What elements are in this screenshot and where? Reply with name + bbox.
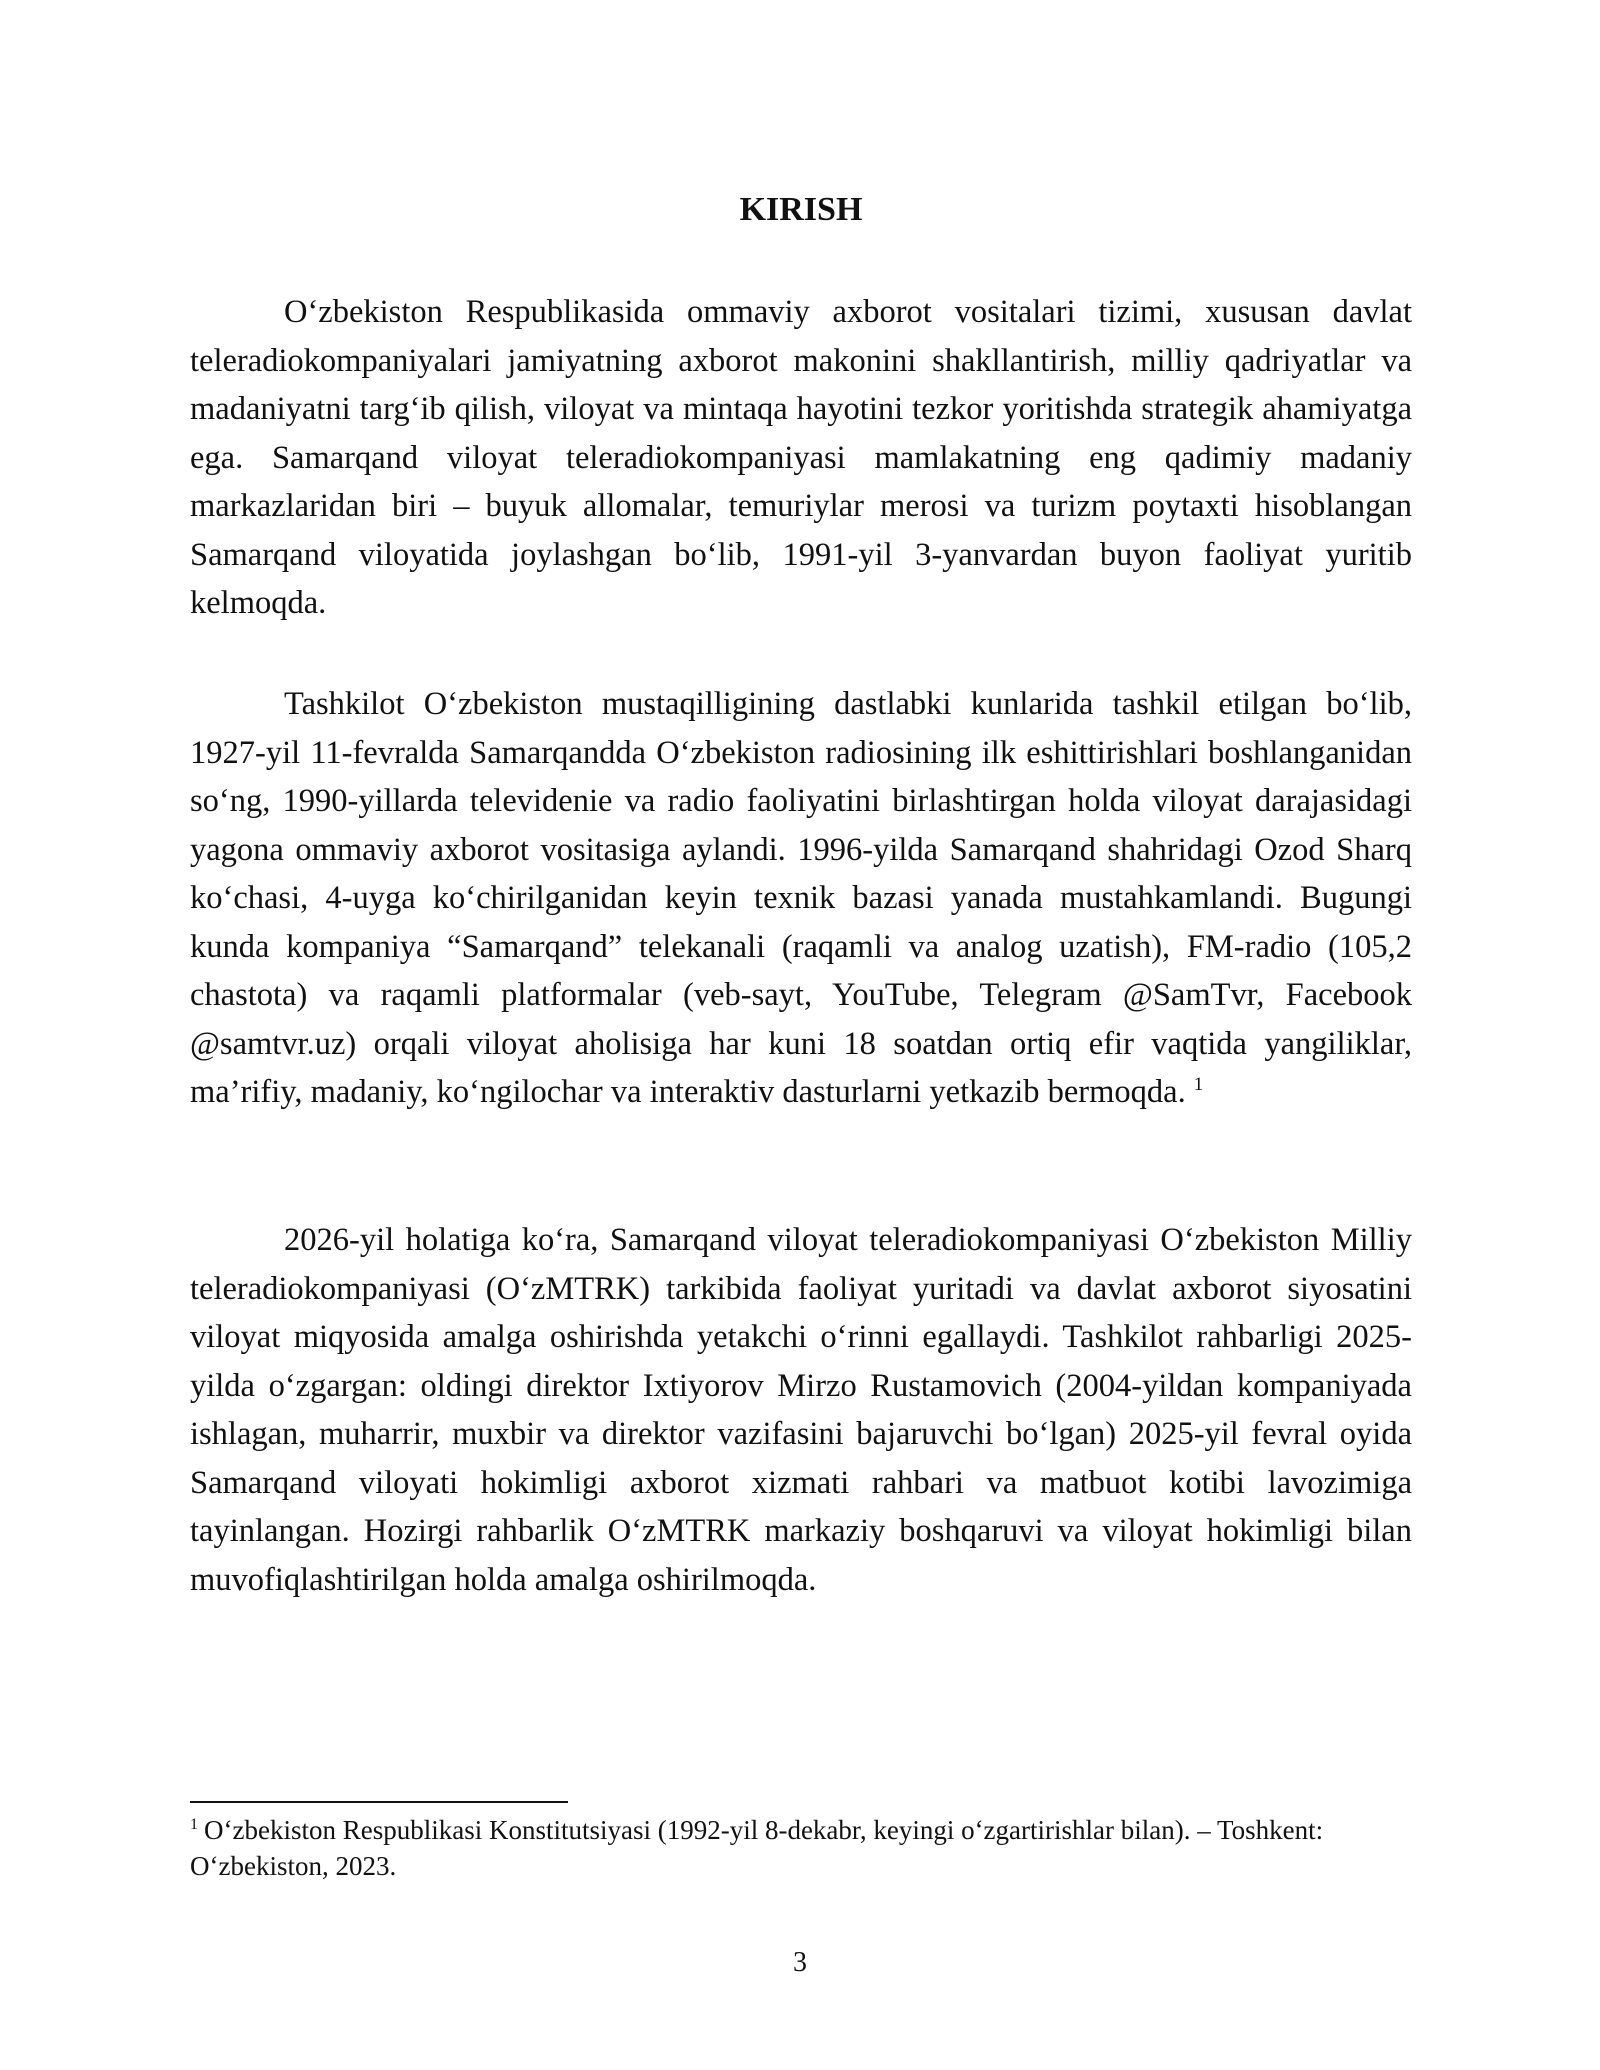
paragraph-2-text: Tashkilot O‘zbekiston mustaqilligining dastlabki kunlarida tashkil etilgan bo‘lib, 1927-yil 11-fevralda Samarqandda O‘zbekiston radiosining ilk eshittirishlari boshlanganidan so‘ng, 1990-yillarda televidenie va radio faoliyatini birlashtirgan holda viloyat darajasidagi yagona ommaviy axborot vositasiga aylandi. 1996-yilda Samarqand shahridagi Ozod Sharq ko‘chasi, 4-uyga ko‘chirilganidan keyin texnik bazasi yanada mustahkamlandi. Bugungi kunda kompaniya “Samarqand” telekanali (raqamli va analog uzatish), FM-radio (105,2 chastota) va raqamli platformalar (veb-sayt, YouTube, Telegram @SamTvr, Facebook @samtvr.uz) orqali viloyat aholisiga har kuni 18 soatdan ortiq efir vaqtida yangiliklar, ma’rifiy, madaniy, ko‘ngilochar va interaktiv dasturlarni yetkazib bermoqda. [190, 686, 1412, 1110]
footnote-text: O‘zbekiston Respublikasi Konstitutsiyasi (1992-yil 8-dekabr, keyingi o‘zgartirishlar bilan). – Toshkent: O‘zbekiston, 2023. [190, 1815, 1324, 1881]
footnote [190, 1812, 1412, 1884]
paragraph-3-text: 2026-yil holatiga ko‘ra, Samarqand viloyat teleradiokompaniyasi O‘zbekiston Milliy teleradiokompaniyasi (O‘zMTRK) tarkibida faoliyat yuritadi va davlat axborot siyosatini viloyat miqyosida amalga oshirishda yetakchi o‘rinni egallaydi. Tashkilot rahbarligi 2025-yilda o‘zgargan: oldingi direktor Ixtiyorov Mirzo Rustamovich (2004-yildan kompaniyada ishlagan, muharrir, muxbir va direktor vazifasini bajaruvchi bo‘lgan) 2025-yil fevral oyida Samarqand viloyati hokimligi axborot xizmati rahbari va matbuot kotibi lavozimiga tayinlangan. Hozirgi rahbarlik O‘zMTRK markaziy boshqaruvi va viloyat hokimligi bilan muvofiqlashtirilgan holda amalga oshirilmoqda. [190, 1222, 1412, 1598]
footnote-separator [190, 1801, 568, 1803]
paragraph-1-text: O‘zbekiston Respublikasida ommaviy axborot vositalari tizimi, xususan davlat teleradiokompaniyalari jamiyatning axborot makonini shakllantirish, milliy qadriyatlar va madaniyatni targ‘ib qilish, viloyat va mintaqa hayotini tezkor yoritishda strategik ahamiyatga ega. Samarqand viloyat teleradiokompaniyasi mamlakatning eng qadimiy madaniy markazlaridan biri – buyuk allomalar, temuriylar merosi va turizm poytaxti hisoblangan Samarqand viloyatida joylashgan bo‘lib, 1991-yil 3-yanvardan buyon faoliyat yuritib kelmoqda. [190, 294, 1412, 621]
footnote-mark: 1 [190, 1816, 198, 1833]
page-number: 3 [793, 1947, 807, 1978]
body-paragraph-1 [190, 288, 1412, 628]
footnote-reference[interactable]: 1 [1193, 1074, 1204, 1096]
body-paragraph-3 [190, 1216, 1412, 1604]
body-paragraph-2 [190, 680, 1412, 1117]
page-title: KIRISH [739, 191, 863, 228]
